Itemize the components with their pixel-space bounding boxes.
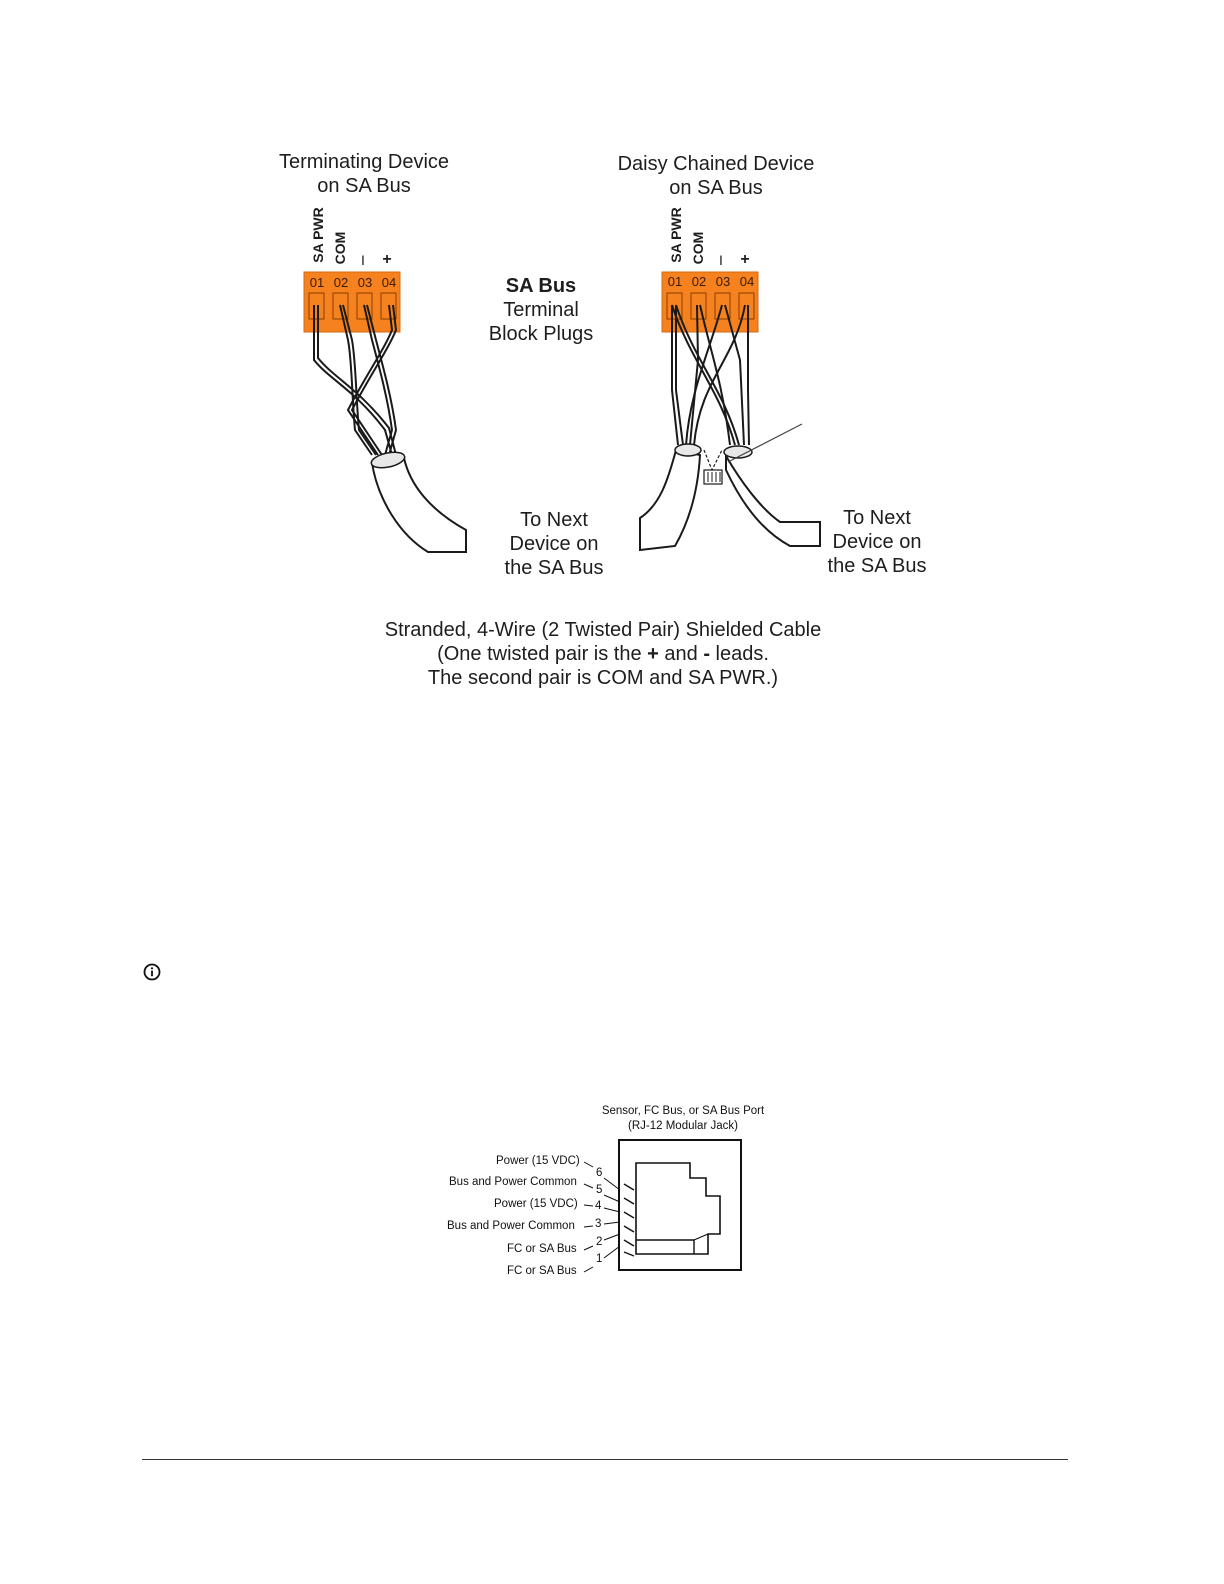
pin-2-number: 2	[596, 1236, 603, 1248]
caption-line2-mid: and	[658, 643, 704, 665]
pin-5-number: 5	[596, 1184, 603, 1196]
right-title-line2: on SA Bus	[669, 177, 763, 199]
left-title-line2: on SA Bus	[317, 175, 411, 197]
terminal-02: 02	[333, 275, 349, 290]
pin-3-label: Bus and Power Common	[447, 1220, 575, 1232]
next-device-line2: Device on	[832, 531, 922, 553]
label-minus: I	[719, 252, 723, 268]
rj12-title-line2: (RJ-12 Modular Jack)	[628, 1120, 738, 1132]
center-label-line2: Terminal	[503, 299, 579, 321]
terminal-01: 01	[667, 274, 683, 289]
caption-minus: -	[703, 643, 710, 665]
caption-plus: +	[647, 643, 659, 665]
terminal-03: 03	[357, 275, 373, 290]
pin-5-label: Bus and Power Common	[449, 1176, 577, 1188]
terminal-01: 01	[309, 275, 325, 290]
center-label-line1: SA Bus	[505, 275, 577, 297]
label-minus: I	[361, 252, 365, 268]
footer-divider	[142, 1459, 1068, 1460]
next-device-line1: To Next	[843, 507, 911, 529]
label-sa-pwr: SA PWR	[668, 207, 684, 263]
caption-line2-post: leads.	[710, 643, 769, 665]
next-device-line1: To Next	[520, 509, 588, 531]
caption-line3: The second pair is COM and SA PWR.)	[427, 667, 779, 689]
terminal-03: 03	[715, 274, 731, 289]
label-com: COM	[690, 231, 706, 265]
next-device-line2: Device on	[509, 533, 599, 555]
right-title-line1: Daisy Chained Device	[617, 153, 815, 175]
rj12-title-line1: Sensor, FC Bus, or SA Bus Port	[601, 1105, 765, 1117]
label-com: COM	[332, 231, 348, 265]
terminal-04: 04	[739, 274, 755, 289]
label-sa-pwr: SA PWR	[310, 207, 326, 263]
caption-line2-pre: (One twisted pair is the	[437, 643, 648, 665]
label-plus: +	[382, 251, 392, 268]
terminal-04: 04	[381, 275, 397, 290]
pin-4-label: Power (15 VDC)	[494, 1198, 578, 1210]
caption-line1: Stranded, 4-Wire (2 Twisted Pair) Shielded Cable	[384, 619, 822, 641]
next-device-line3: the SA Bus	[504, 557, 604, 579]
pin-4-number: 4	[595, 1200, 602, 1212]
pin-1-label: FC or SA Bus	[507, 1265, 577, 1277]
pin-1-number: 1	[596, 1253, 603, 1265]
left-title-line1: Terminating Device	[278, 151, 450, 173]
pin-3-number: 3	[595, 1218, 602, 1230]
label-plus: +	[740, 251, 750, 268]
center-label-line3: Block Plugs	[488, 323, 594, 345]
next-device-line3: the SA Bus	[827, 555, 927, 577]
pin-2-label: FC or SA Bus	[507, 1243, 577, 1255]
pin-6-number: 6	[596, 1167, 603, 1179]
pin-6-label: Power (15 VDC)	[496, 1155, 580, 1167]
terminal-02: 02	[691, 274, 707, 289]
